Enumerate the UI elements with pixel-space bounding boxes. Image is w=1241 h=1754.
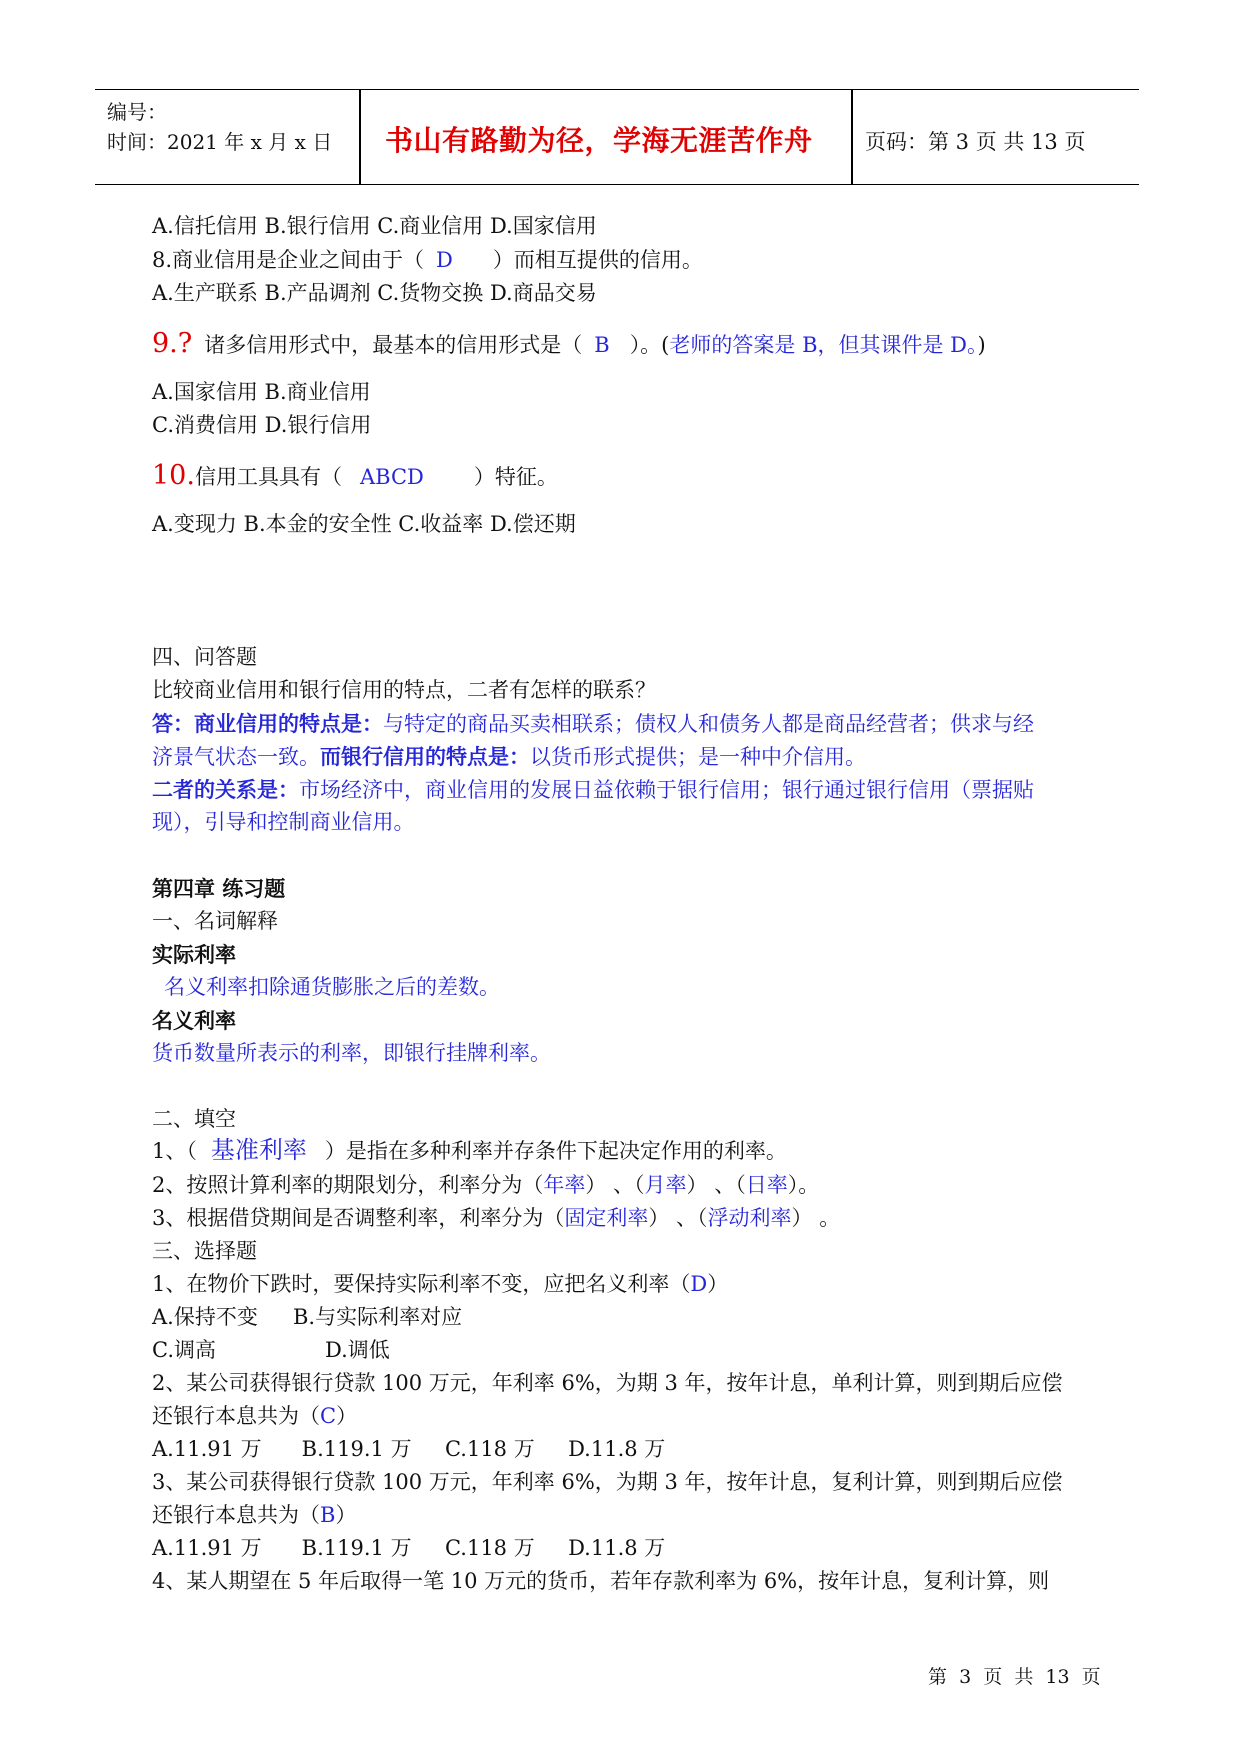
choice-1: 1、在物价下跌时，要保持实际利率不变，应把名义利率（D） (152, 1272, 729, 1296)
fill-1-answer: 基准利率 (210, 1136, 307, 1164)
def-nominal-rate: 货币数量所表示的利率，即银行挂牌利率。 (152, 1041, 551, 1065)
q9-options-1: A.国家信用 B.商业信用 (152, 380, 371, 404)
choice-2-answer: C (320, 1404, 337, 1428)
choice-1-answer: D (690, 1272, 708, 1296)
header-divider-right (851, 90, 853, 184)
q8-options: A.生产联系 B.产品调剂 C.货物交换 D.商品交易 (152, 281, 597, 305)
chapter-4-title: 第四章 练习题 (152, 876, 286, 901)
question-9: 9.? 诸多信用形式中，最基本的信用形式是（ B ）。(老师的答案是 B，但其课件是 D。) (152, 328, 986, 359)
q9-options-2: C.消费信用 D.银行信用 (152, 413, 372, 437)
q10-number: 10. (152, 460, 195, 491)
answer-line-2: 济景气状态一致。而银行信用的特点是：以货币形式提供；是一种中介信用。 (152, 744, 866, 769)
term-real-rate: 实际利率 (152, 942, 236, 967)
q10-options: A.变现力 B.本金的安全性 C.收益率 D.偿还期 (152, 512, 576, 536)
section-choice: 三、选择题 (152, 1239, 257, 1263)
question-10: 10.信用工具具有（ ABCD ）特征。 (152, 460, 558, 491)
choice-4-line-1: 4、某人期望在 5 年后取得一笔 10 万元的货币，若年存款利率为 6%，按年计息，复利计算，则 (152, 1569, 1050, 1593)
term-nominal-rate: 名义利率 (152, 1008, 236, 1033)
header-number-label: 编号： (107, 100, 167, 124)
header-time-label: 时间：2021 年 x 月 x 日 (107, 130, 333, 154)
choice-1-option-d: D.调低 (325, 1338, 390, 1362)
choice-2-line-2: 还银行本息共为（C） (152, 1404, 358, 1428)
choice-3-line-2: 还银行本息共为（B） (152, 1503, 357, 1527)
q8-answer: D (436, 248, 453, 272)
choice-3-options: A.11.91 万 B.119.1 万 C.118 万 D.11.8 万 (152, 1536, 666, 1560)
section-4-heading: 四、问答题 (152, 645, 257, 669)
header-divider-left (359, 90, 361, 184)
q10-answer: ABCD (359, 465, 424, 489)
header-page-info: 页码：第 3 页 共 13 页 (865, 130, 1086, 154)
document-header (95, 89, 1139, 185)
compare-question: 比较商业信用和银行信用的特点，二者有怎样的联系？ (152, 678, 656, 702)
choice-1-option-a: A.保持不变 (152, 1305, 258, 1329)
page-footer: 第 3 页 共 13 页 (928, 1666, 1101, 1688)
section-fill: 二、填空 (152, 1107, 236, 1131)
answer-line-4: 现），引导和控制商业信用。 (152, 810, 415, 834)
fill-2: 2、按照计算利率的期限划分，利率分为（年率） 、（月率） 、（日率）。 (152, 1173, 820, 1197)
q7-options: A.信托信用 B.银行信用 C.商业信用 D.国家信用 (152, 214, 597, 238)
choice-3-line-1: 3、某公司获得银行贷款 100 万元，年利率 6%，为期 3 年，按年计息，复利计算，则到期后应偿 (152, 1470, 1063, 1494)
header-motto: 书山有路勤为径，学海无涯苦作舟 (385, 124, 813, 157)
q9-note: 老师的答案是 B，但其课件是 D。 (669, 333, 978, 357)
choice-1-option-b: B.与实际利率对应 (293, 1305, 463, 1329)
def-real-rate: 名义利率扣除通货膨胀之后的差数。 (164, 975, 500, 999)
choice-2-line-1: 2、某公司获得银行贷款 100 万元，年利率 6%，为期 3 年，按年计息，单利计算，则到期后应偿 (152, 1371, 1063, 1395)
question-8: 8.商业信用是企业之间由于（ D ）而相互提供的信用。 (152, 248, 703, 272)
choice-1-option-c: C.调高 (152, 1338, 216, 1362)
choice-3-answer: B (320, 1503, 336, 1527)
fill-3: 3、根据借贷期间是否调整利率，利率分为（固定利率） 、（浮动利率） 。 (152, 1206, 841, 1230)
q9-number: 9.? (152, 328, 193, 359)
section-terms: 一、名词解释 (152, 909, 278, 933)
choice-2-options: A.11.91 万 B.119.1 万 C.118 万 D.11.8 万 (152, 1437, 666, 1461)
q9-answer: B (594, 333, 610, 357)
answer-line-3: 二者的关系是：市场经济中，商业信用的发展日益依赖于银行信用；银行通过银行信用（票据贴 (152, 777, 1034, 802)
answer-line-1: 答：商业信用的特点是：与特定的商品买卖相联系；债权人和债务人都是商品经营者；供求与经 (152, 711, 1034, 736)
fill-1: 1、（ 基准利率 ）是指在多种利率并存条件下起决定作用的利率。 (152, 1136, 787, 1164)
